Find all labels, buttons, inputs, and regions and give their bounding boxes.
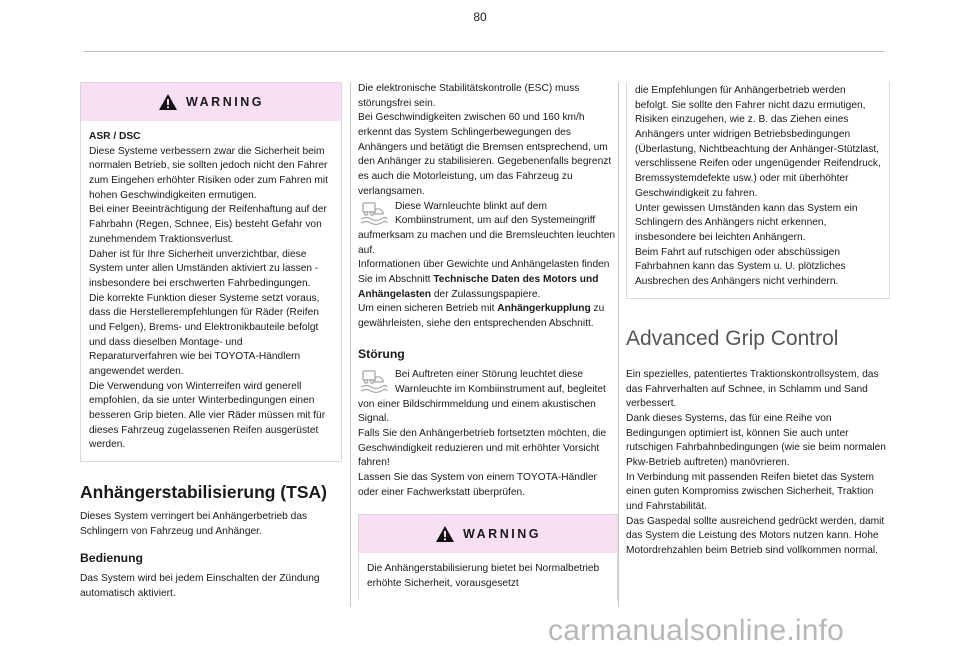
column-divider-2	[618, 82, 619, 607]
lamp-paragraph-2	[358, 368, 618, 427]
warning-header-2	[359, 515, 617, 553]
column-right	[626, 82, 890, 559]
tsa-intro: Dieses System verringert bei Anhängerbetrieb das Schlingern von Fahrzeug und Anhänger.	[80, 511, 308, 537]
warning-box-tsa	[358, 514, 618, 599]
bedienung-text: Das System wird bei jedem Einschalten der Zündung automatisch aktiviert.	[80, 573, 320, 599]
safety-paragraph	[358, 302, 618, 331]
section-title-advanced-grip: Advanced Grip Control	[626, 326, 839, 350]
subheading-stoerung: Störung	[358, 346, 405, 361]
watermark: carmanualsonline.info	[548, 614, 845, 647]
safety-text-c: zu gewährleisten, siehe den entsprechenden Abschnitt.	[358, 303, 605, 329]
section-title-tsa: Anhängerstabilisierung (TSA)	[80, 482, 327, 503]
warning-label: ASR / DSC	[89, 131, 141, 142]
info-paragraph	[358, 258, 618, 302]
column-middle	[358, 82, 618, 600]
warning-header	[81, 83, 341, 121]
warning2-text: Die Anhängerstabilisierung bietet bei Normalbetrieb erhöhte Sicherheit, vorausgesetzt	[367, 563, 600, 590]
trailer-sway-warning-lamp-icon	[358, 200, 390, 228]
warning-box-continued	[626, 82, 890, 299]
warning-body-2	[359, 553, 617, 599]
column-divider-1	[350, 82, 351, 607]
warning-title-2: WARNING	[463, 527, 541, 542]
warning-body	[81, 121, 341, 461]
safety-text-bold: Anhängerkupplung	[497, 303, 591, 315]
stoerung-paragraph: Falls Sie den Anhängerbetrieb fortsetzten möchten, die Geschwindigkeit reduzieren und mit erhöhter Vorsicht fahren! Lassen Sie das System von einem TOYOTA-Händler oder einer Fachwerkstatt überprüfen.	[358, 428, 607, 498]
warning-title: WARNING	[186, 95, 264, 109]
lamp2-text: Bei Auftreten einer Störung leuchtet diese Warnleuchte im Kombiinstrument auf, begleitet von einer Bildschirmmeldung und einem akustischen Signal.	[358, 369, 606, 425]
advanced-grip-text: Ein spezielles, patentiertes Traktionskontrollsystem, das das Fahrverhalten auf Schnee, in Schlamm und Sand verbessert. Dank dieses Systems, das für eine Reihe von Bedingungen optimiert ist, können Sie auch unter rutschigen Fahrbahnbedingungen (wie sie beim normalen Pkw-Betrieb auftreten) manövrieren. In Verbindung mit passenden Reifen bietet das System einen guten Kompromiss zwischen Sicherheit, Traktion und Fahrstabilität. Das Gaspedal sollte ausreichend gedrückt werden, damit das System die Leistung des Motors nutzen kann. Hohe Motordrehzahlen beim Betrieb sind vollkommen normal.	[626, 368, 886, 557]
warning-text: Diese Systeme verbessern zwar die Sicherheit beim normalen Betrieb, sie sollten jedoch nicht den Fahrer zum Eingehen erhöhter Risiken oder zum Fahren mit hohen Geschwindigkeiten ermutigen. Bei einer Beeinträchtigung der Reifenhaftung auf der Fahrbahn (Regen, Schnee, Eis) besteht Gefahr von zunehmendem Traktionsverlust. Daher ist für Ihre Sicherheit unverzichtbar, diese System unter allen Umständen aktiviert zu lassen - insbesondere bei erschwerten Fahrbedingungen. Die korrekte Funktion dieser Systeme setzt voraus, dass die Herstellerempfehlungen für Räder (Reifen und Felgen), Brems- und Elektronikbauteile befolgt und dass dieselben Montage- und Reparaturverfahren wie bei TOYOTA-Händlern angewendet werden. Die Verwendung von Winterreifen wird generell empfohlen, da sie unter Winterbedingungen einen besseren Grip bieten. Alle vier Räder müssen mit für dieses Fahrzeug zugelassenen Reifen ausgerüstet werden.	[89, 145, 328, 451]
esc-paragraph: Die elektronische Stabilitätskontrolle (ESC) muss störungsfrei sein. Bei Geschwindigkeiten zwischen 60 und 160 km/h erkennt das System Schlingerbewegungen des Anhängers und betätigt die Bremsen entsprechend, um den Anhänger zu stabilisieren. Gegebenenfalls begrenzt es auch die Motorleistung, um das Fahrzeug zu verlangsamen.	[358, 83, 612, 197]
page-number: 80	[473, 10, 487, 24]
trailer-sway-fault-lamp-icon	[358, 368, 390, 396]
warning-triangle-icon	[158, 93, 178, 111]
info-text-c: der Zulassungspapiere.	[431, 288, 541, 300]
subheading-bedienung: Bedienung	[80, 550, 143, 565]
safety-text-a: Um einen sicheren Betrieb mit	[358, 303, 498, 315]
top-rule	[84, 51, 884, 52]
warning-box-asr-dsc	[80, 82, 342, 462]
info-text-bold: Technische Daten des Motors und Anhängelasten	[358, 273, 599, 300]
column-left	[80, 82, 342, 601]
warning-continued-text: die Empfehlungen für Anhängerbetrieb werden befolgt. Sie sollte den Fahrer nicht dazu ermutigen, Risiken einzugehen, wie z. B. das Ziehen eines Anhängers unter widrigen Betriebsbedingungen (Überlastung, Nichtbeachtung der Anhänger-Stützlast, verschlissene Reifen oder ungenügender Reifendruck, Bremssystemdefekte usw.) oder mit überhöhter Geschwindigkeit zu fahren. Unter gewissen Umständen kann das System ein Schlingern des Anhängers nicht erkennen, insbesondere bei leichten Anhängern. Beim Fahrt auf rutschigen oder abschüssigen Fahrbahnen kann das System u. U. plötzliches Ausbrechen des Anhängers nicht verhindern.	[635, 85, 881, 287]
warning-triangle-icon	[435, 525, 455, 543]
info-text-a: Informationen über Gewichte und Anhängelasten finden Sie im Abschnitt	[358, 259, 610, 285]
lamp-paragraph-1	[358, 200, 618, 259]
lamp1-text: Diese Warnleuchte blinkt auf dem Kombiinstrument, um auf den Systemeingriff aufmerksam zu machen und die Bremsleuchten leuchten auf.	[358, 200, 616, 256]
